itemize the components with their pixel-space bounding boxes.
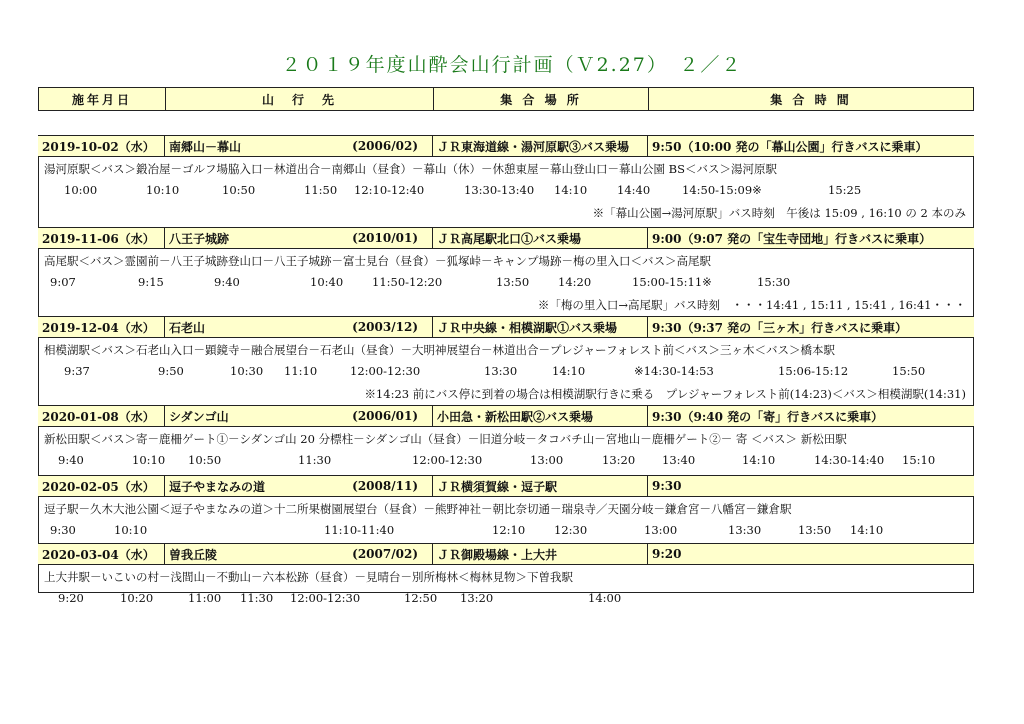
route-time: 14:00 [588, 591, 622, 605]
entry-meeting-time: 9:30（9:40 発の「寄」行きバスに乗車） [652, 409, 884, 424]
route-time: 15:50 [892, 364, 926, 378]
entry-header-row [38, 405, 974, 427]
entry-route: 逗子駅－久木大池公園＜逗子やまなみの道＞十二所果樹園展望台（昼食）－熊野神社－朝比奈切通－瑞泉寺／天園分岐－鎌倉宮－八幡宮－鎌倉駅 [44, 502, 792, 516]
entry-meeting-place: ＪＲ横須賀線・逗子駅 [433, 476, 648, 496]
entry-route-line [38, 338, 974, 360]
route-time: 12:00-12:30 [412, 453, 483, 467]
route-time: 11:00 [188, 591, 222, 605]
route-time: 10:10 [132, 453, 166, 467]
entry-route: 上大井駅－いこいの村－浅間山－不動山－六本松跡（昼食）－見晴台－別所梅林＜梅林見物＞下曽我駅 [44, 570, 573, 584]
route-time: 10:40 [310, 275, 344, 289]
entry-mountain: シダンゴ山 [169, 409, 229, 424]
route-time: 14:30-14:40 [814, 453, 885, 467]
route-time: 15:00-15:11※ [632, 275, 712, 289]
route-time: 10:30 [230, 364, 264, 378]
route-time: 9:40 [214, 275, 240, 289]
entry-meeting-place: 小田急・新松田駅②バス乗場 [433, 406, 648, 426]
route-time: 9:07 [50, 275, 76, 289]
route-time: 15:25 [828, 183, 862, 197]
route-time: 13:30 [728, 523, 762, 537]
route-time: 14:20 [558, 275, 592, 289]
entry-meeting-place: ＪＲ中央線・相模湖駅①バス乗場 [433, 317, 648, 337]
entry-times-line [38, 449, 974, 471]
entry-mountain: 石老山 [169, 320, 206, 335]
route-time: 10:50 [188, 453, 222, 467]
entry-meeting-place: ＪＲ御殿場線・上大井 [433, 544, 648, 564]
entry-note-line [38, 382, 974, 404]
route-time: 10:20 [120, 591, 154, 605]
entry-note: ※「梅の里入口→高尾駅」バス時刻 ・・・14:41 , 15:11 , 15:41 , 16:41・・・ [537, 298, 966, 312]
route-time: 13:20 [602, 453, 636, 467]
route-time: 10:10 [114, 523, 148, 537]
entry-meeting-place: ＪＲ東海道線・湯河原駅③バス乗場 [433, 136, 648, 156]
route-time: 13:40 [662, 453, 696, 467]
entry-mountain-cell [165, 544, 433, 564]
entry-meeting-time: 9:30 [652, 479, 682, 493]
entry-times-line [38, 587, 974, 609]
route-time: 10:50 [222, 183, 256, 197]
entry-mountain-cell [165, 476, 433, 496]
schedule-entry [38, 227, 974, 315]
schedule-entry [38, 543, 974, 609]
entry-note-line [38, 201, 974, 223]
header-date: 施年月日 [39, 88, 166, 110]
entry-mountain: 曽我丘陵 [169, 547, 218, 562]
header-time: 集 合 時 間 [770, 92, 852, 107]
route-time: ※14:30-14:53 [634, 364, 714, 378]
route-time: 11:50 [304, 183, 338, 197]
entry-date: 2019-10-02（水） [38, 136, 165, 156]
entry-header-row [38, 543, 974, 565]
entry-date: 2020-01-08（水） [38, 406, 165, 426]
route-time: 9:20 [58, 591, 84, 605]
entry-last-visit: (2006/02) [352, 139, 418, 153]
route-time: 9:40 [58, 453, 84, 467]
route-time: 9:50 [158, 364, 184, 378]
entry-mountain-cell [165, 228, 433, 248]
route-time: 12:10-12:40 [354, 183, 425, 197]
entry-mountain: 八王子城跡 [169, 231, 230, 246]
route-time: 14:10 [850, 523, 884, 537]
route-time: 12:50 [404, 591, 438, 605]
entry-date: 2020-02-05（水） [38, 476, 165, 496]
entry-route: 新松田駅＜バス＞寄－鹿柵ゲート①－シダンゴ山 20 分標柱－シダンゴ山（昼食）－旧道分岐－タコバチ山－宮地山－鹿柵ゲート②－ 寄 ＜バス＞ 新松田駅 [44, 432, 847, 446]
entry-note: ※「幕山公園→湯河原駅」バス時刻 午後は 15:09 , 16:10 の 2 本のみ [592, 206, 966, 220]
entry-date: 2020-03-04（水） [38, 544, 165, 564]
entry-note: ※14:23 前にバス停に到着の場合は相模湖駅行きに乗る プレジャーフォレスト前(14:23)＜バス＞相模湖駅(14:31) [364, 387, 966, 401]
route-time: 11:30 [298, 453, 332, 467]
entry-date: 2019-12-04（水） [38, 317, 165, 337]
route-time: 11:10-11:40 [324, 523, 395, 537]
route-time: 11:30 [240, 591, 274, 605]
entry-times-line [38, 360, 974, 382]
entry-route: 高尾駅＜バス＞霊園前－八王子城跡登山口－八王子城跡－富士見台（昼食）－狐塚峠－キャンプ場跡－梅の里入口＜バス＞高尾駅 [44, 254, 711, 268]
route-time: 15:06-15:12 [778, 364, 849, 378]
route-time: 15:30 [757, 275, 791, 289]
entry-route-line [38, 565, 974, 587]
entry-header-row [38, 227, 974, 249]
schedule-entry [38, 475, 974, 541]
entry-meeting-time: 9:00（9:07 発の「宝生寺団地」行きバスに乗車） [652, 231, 932, 246]
entry-route-line [38, 427, 974, 449]
entry-meeting-time: 9:20 [652, 547, 682, 561]
route-time: 11:50-12:20 [372, 275, 443, 289]
route-time: 10:10 [146, 183, 180, 197]
entry-route-line [38, 157, 974, 179]
route-time: 13:30 [484, 364, 518, 378]
entry-times-line [38, 519, 974, 541]
route-time: 13:50 [496, 275, 530, 289]
route-time: 10:00 [64, 183, 98, 197]
route-time: 14:10 [552, 364, 586, 378]
route-time: 12:30 [554, 523, 588, 537]
entry-route-line [38, 249, 974, 271]
column-header-row [38, 87, 974, 111]
entry-meeting-time: 9:30（9:37 発の「三ヶ木」行きバスに乗車） [652, 320, 908, 335]
route-time: 15:10 [902, 453, 936, 467]
entry-header-row [38, 316, 974, 338]
header-place: 集 合 場 所 [434, 88, 649, 110]
entry-route: 湯河原駅＜バス＞鍛冶屋－ゴルフ場脇入口－林道出合－南郷山（昼食）－幕山（休）－休憩東屋－幕山登山口－幕山公園 BS＜バス＞湯河原駅 [44, 162, 777, 176]
entry-last-visit: (2008/11) [352, 479, 418, 493]
route-time: 13:30-13:40 [464, 183, 535, 197]
entry-mountain: 逗子やまなみの道 [169, 479, 266, 494]
route-time: 13:00 [530, 453, 564, 467]
route-time: 9:15 [138, 275, 164, 289]
route-time: 14:40 [617, 183, 651, 197]
route-time: 14:10 [742, 453, 776, 467]
route-time: 11:10 [284, 364, 318, 378]
header-mountain: 山 行 先 [166, 88, 434, 110]
schedule-entry [38, 316, 974, 404]
entry-note-line [38, 293, 974, 315]
entry-last-visit: (2007/02) [352, 547, 418, 561]
entry-times-line [38, 271, 974, 293]
route-time: 14:10 [554, 183, 588, 197]
entry-mountain-cell [165, 317, 433, 337]
route-time: 9:30 [50, 523, 76, 537]
route-time: 13:50 [798, 523, 832, 537]
schedule-entry [38, 135, 974, 223]
route-time: 13:00 [644, 523, 678, 537]
entry-header-row [38, 135, 974, 157]
entry-last-visit: (2003/12) [352, 320, 418, 334]
route-time: 12:10 [492, 523, 526, 537]
schedule-entry [38, 405, 974, 471]
route-time: 9:37 [64, 364, 90, 378]
entry-times-line [38, 179, 974, 201]
entry-header-row [38, 475, 974, 497]
entry-route-line [38, 497, 974, 519]
route-time: 12:00-12:30 [290, 591, 361, 605]
route-time: 14:50-15:09※ [682, 183, 762, 197]
entry-mountain-cell [165, 406, 433, 426]
entry-route: 相模湖駅＜バス＞石老山入口－顕鏡寺－融合展望台－石老山（昼食）－大明神展望台－林道出合－プレジャーフォレスト前＜バス＞三ヶ木＜バス＞橋本駅 [44, 343, 836, 357]
entry-last-visit: (2010/01) [352, 231, 418, 245]
page-title: ２０１９年度山酔会山行計画（Ｖ2.27） ２／２ [281, 54, 743, 76]
entry-last-visit: (2006/01) [352, 409, 418, 423]
route-time: 13:20 [460, 591, 494, 605]
entry-date: 2019-11-06（水） [38, 228, 165, 248]
route-time: 12:00-12:30 [350, 364, 421, 378]
entry-meeting-time: 9:50（10:00 発の「幕山公園」行きバスに乗車） [652, 139, 928, 154]
entry-mountain: 南郷山－幕山 [169, 139, 242, 154]
entry-mountain-cell [165, 136, 433, 156]
entry-meeting-place: ＪＲ高尾駅北口①バス乗場 [433, 228, 648, 248]
